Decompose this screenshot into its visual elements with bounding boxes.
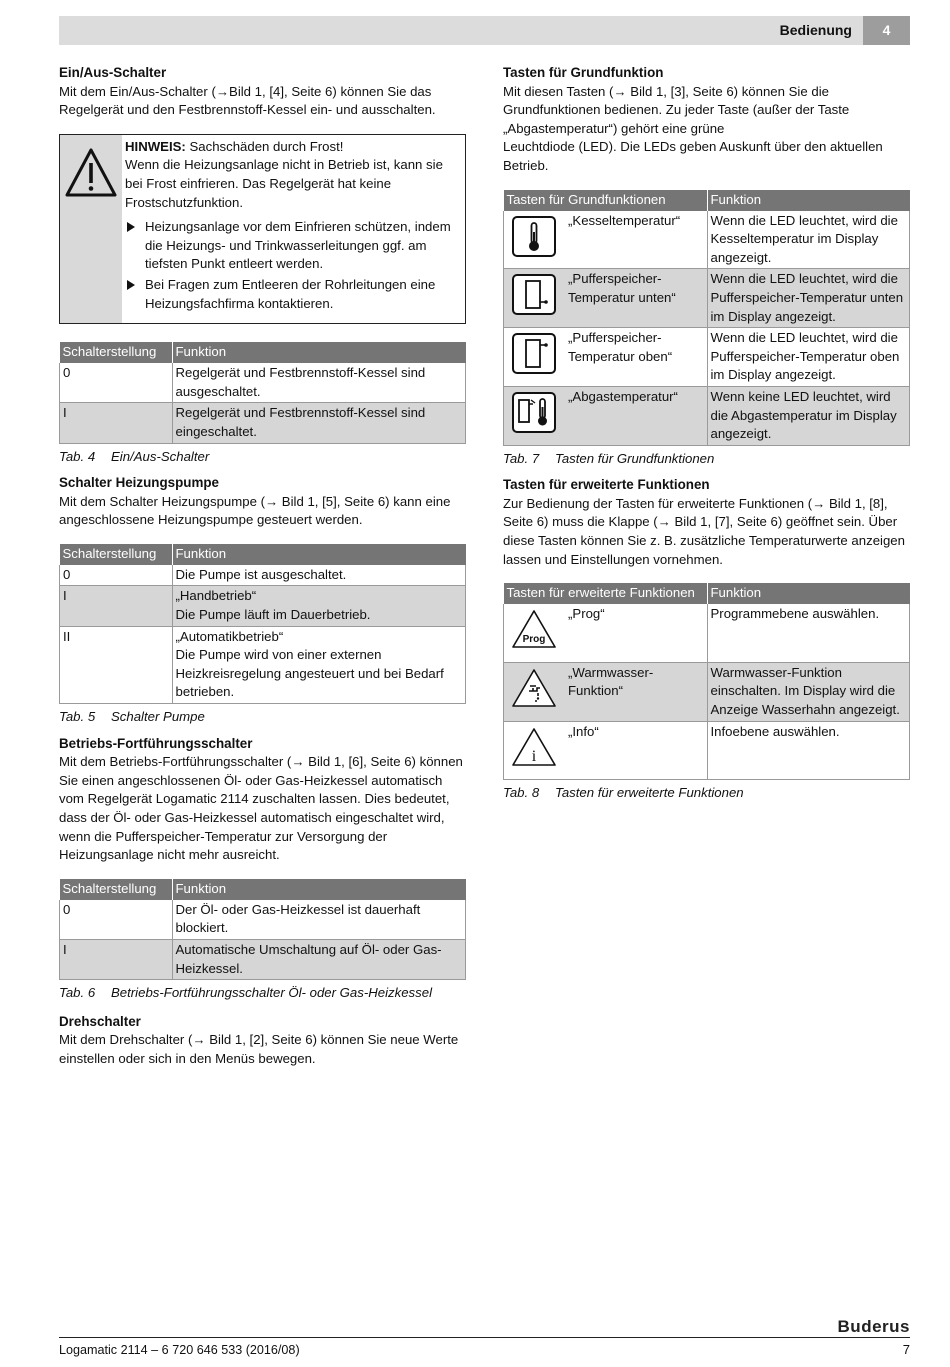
bfs-heading: Betriebs-Fortführungsschalter — [59, 735, 253, 751]
pump-heading: Schalter Heizungspumpe — [59, 475, 219, 491]
table-header: Funktion — [707, 190, 910, 211]
footer-doc-id: Logamatic 2114 – 6 720 646 533 (2016/08) — [59, 1343, 300, 1357]
page-header — [59, 16, 910, 45]
ext-text: Zur Bedienung der Tasten für erweiterte Funktionen (→ Bild 1, [8], Seite 6) muss die Klappe (→ Bild 1, [7], Seite 6) geöffnet sein. Über diese Tasten können Sie z. B. zusätzliche Temperaturwerte anzeigen lassen und Einstellungen vornehmen. — [503, 495, 905, 567]
flue-gas-key-icon — [510, 390, 558, 434]
bfs-text: Mit dem Betriebs-Fortführungsschalter (→ Bild 1, [6], Seite 6) können Sie einen angeschlossenen Öl- oder Gas-Heizkessel automatisch vom Regelgerät Logamatic 2114 zuschalten lassen. Dies bedeutet, dass der Öl- oder Gas-Heizkessel automatisch eingeschaltet wird, wenn die Pufferspeicher-Temperatur zur Versorgung der Heizungsanlage nicht mehr ausreicht. — [59, 754, 463, 863]
table-caption: Tab. 7 Tasten für Grundfunktionen — [503, 450, 715, 466]
table-bfs — [59, 879, 466, 980]
table-row: I „Handbetrieb“ Die Pumpe läuft im Dauerbetrieb. — [60, 586, 466, 626]
onoff-text: Mit dem Ein/Aus-Schalter (→Bild 1, [4], Seite 6) können Sie das Regelgerät und den Festbrennstoff-Kessel ein- und ausschalten. — [59, 83, 436, 118]
table-header: Schalterstellung — [60, 342, 173, 363]
prog-key-icon — [510, 607, 558, 651]
table-row: „Pufferspeicher-Temperatur oben“ Wenn die LED leuchtet, wird die Pufferspeicher-Temperatur oben im Display angezeigt. — [504, 328, 910, 387]
svg-text:Prog: Prog — [522, 634, 546, 646]
notice-item: Bei Fragen zum Entleeren der Rohrleitungen eine Heizungsfachfirma kontaktieren. — [125, 276, 455, 313]
notice-item: Heizungsanlage vor dem Einfrieren schützen, indem die Heizungs- und Trinkwasserleitungen ggf. am tiefsten Punkt entleert werden. — [125, 218, 455, 274]
table-header: Funktion — [172, 879, 466, 900]
table-caption: Tab. 5 Schalter Pumpe — [59, 709, 205, 725]
info-key-icon — [510, 725, 558, 769]
thermometer-key-icon — [510, 214, 558, 258]
table-caption: Tab. 8 Tasten für erweiterte Funktionen — [503, 784, 744, 800]
table-row: i „Info“ Infoebene auswählen. — [504, 721, 910, 779]
table-caption: Tab. 6 Betriebs-Fortführungsschalter Öl- oder Gas-Heizkessel — [59, 985, 433, 1001]
frost-notice — [59, 134, 466, 324]
table-row: „Kesseltemperatur“ Wenn die LED leuchtet, wird die Kesseltemperatur im Display angezeigt. — [504, 211, 910, 269]
table-row: 0 Regelgerät und Festbrennstoff-Kessel sind ausgeschaltet. — [60, 363, 466, 403]
pump-text: Mit dem Schalter Heizungspumpe (→ Bild 1, [5], Seite 6) kann eine angeschlossene Heizungspumpe gesteuert werden. — [59, 493, 451, 528]
page-number: 7 — [902, 1342, 910, 1357]
basic-text: Mit diesen Tasten (→ Bild 1, [3], Seite 6) können Sie die Grundfunktionen bedienen. Zu jeder Taste (außer der Taste „Abgastemperatur“) gehört eine grüne — [503, 83, 850, 136]
warning-icon — [60, 135, 122, 323]
buffer-bottom-key-icon — [510, 272, 558, 316]
hot-water-key-icon — [510, 666, 558, 710]
table-header: Funktion — [707, 583, 910, 604]
buffer-top-key-icon — [510, 331, 558, 375]
table-header: Funktion — [172, 342, 466, 363]
section-number: 4 — [863, 16, 910, 45]
table-pump — [59, 544, 466, 704]
left-column — [59, 64, 466, 1069]
table-header: Tasten für erweiterte Funktionen — [504, 583, 708, 604]
table-row: 0 Der Öl- oder Gas-Heizkessel ist dauerhaft blockiert. — [60, 900, 466, 940]
table-row: 0 Die Pumpe ist ausgeschaltet. — [60, 565, 466, 586]
section-title: Bedienung — [779, 22, 852, 38]
onoff-heading: Ein/Aus-Schalter — [59, 65, 167, 80]
table-row: „Abgastemperatur“ Wenn keine LED leuchtet, wird die Abgastemperatur im Display angezeigt. — [504, 386, 910, 445]
table-ext-keys — [503, 583, 910, 779]
ext-heading: Tasten für erweiterte Funktionen — [503, 477, 710, 493]
basic-heading: Tasten für Grundfunktion — [503, 65, 664, 80]
notice-list — [125, 218, 455, 313]
basic-text-2: Leuchtdiode (LED). Die LEDs geben Auskunft über den aktuellen Betrieb. — [503, 139, 883, 173]
table-onoff — [59, 342, 466, 443]
notice-title: HINWEIS: Sachschäden durch Frost! — [125, 138, 344, 154]
table-row: Prog „Prog“ Programmebene auswählen. — [504, 604, 910, 662]
table-row: „Warmwasser-Funktion“ Warmwasser-Funktion einschalten. Im Display wird die Anzeige Wasserhahn angezeigt. — [504, 662, 910, 721]
footer-divider — [59, 1337, 910, 1338]
table-header: Schalterstellung — [60, 544, 173, 565]
table-basic-keys — [503, 190, 910, 446]
table-header: Schalterstellung — [60, 879, 173, 900]
table-row: I Automatische Umschaltung auf Öl- oder Gas-Heizkessel. — [60, 939, 466, 979]
brand-logo: Buderus — [837, 1317, 910, 1336]
table-row: II „Automatikbetrieb“ Die Pumpe wird von einer externen Heizkreisregelung angesteuert und bei Bedarf betrieben. — [60, 626, 466, 703]
notice-text: Wenn die Heizungsanlage nicht in Betrieb ist, kann sie bei Frost einfrieren. Das Regelgerät hat keine Frostschutzfunktion. — [125, 157, 443, 210]
svg-text:i: i — [531, 747, 537, 765]
table-header: Tasten für Grundfunktionen — [504, 190, 708, 211]
table-row: „Pufferspeicher-Temperatur unten“ Wenn die LED leuchtet, wird die Pufferspeicher-Temperatur unten im Display angezeigt. — [504, 269, 910, 328]
table-header: Funktion — [172, 544, 466, 565]
dreh-heading: Drehschalter — [59, 1013, 141, 1029]
dreh-text: Mit dem Drehschalter (→ Bild 1, [2], Seite 6) können Sie neue Werte einstellen oder sich in den Menüs bewegen. — [59, 1032, 459, 1066]
right-column — [503, 64, 910, 802]
table-row: I Regelgerät und Festbrennstoff-Kessel sind eingeschaltet. — [60, 403, 466, 443]
table-caption: Tab. 4 Ein/Aus-Schalter — [59, 448, 210, 464]
